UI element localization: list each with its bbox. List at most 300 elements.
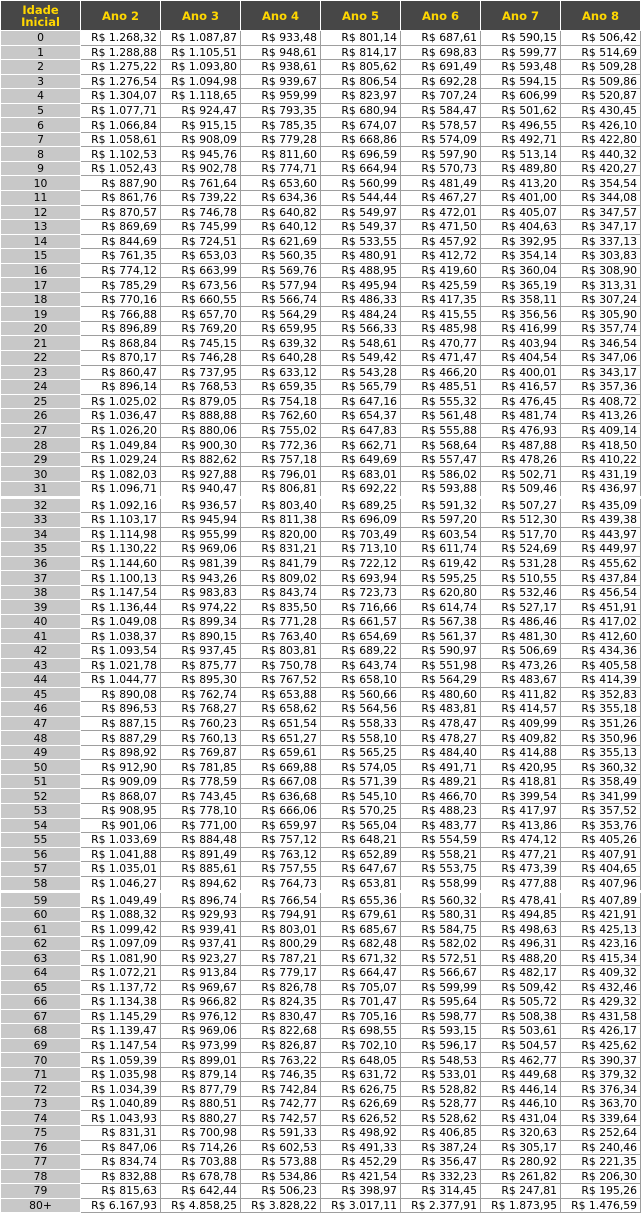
value-cell: R$ 885,61 (161, 862, 241, 877)
value-cell: R$ 337,13 (561, 234, 641, 249)
value-cell: R$ 687,61 (401, 31, 481, 46)
table-row (1, 585, 641, 600)
table-row (1, 643, 641, 658)
value-cell: R$ 1.147,54 (81, 585, 161, 600)
value-cell: R$ 755,02 (241, 423, 321, 438)
table-row (1, 1198, 641, 1213)
value-cell: R$ 760,13 (161, 731, 241, 746)
age-cell: 15 (1, 249, 81, 264)
table-row (1, 1038, 641, 1053)
value-cell: R$ 564,56 (321, 702, 401, 717)
value-cell: R$ 478,26 (481, 452, 561, 467)
value-cell: R$ 936,57 (161, 497, 241, 513)
table-row (1, 1009, 641, 1024)
value-cell: R$ 574,05 (321, 760, 401, 775)
table-row (1, 263, 641, 278)
age-cell: 18 (1, 292, 81, 307)
value-cell: R$ 746,28 (161, 351, 241, 366)
value-cell: R$ 398,97 (321, 1184, 401, 1199)
age-cell: 80+ (1, 1198, 81, 1213)
value-cell: R$ 870,57 (81, 205, 161, 220)
value-cell: R$ 545,10 (321, 789, 401, 804)
age-cell: 78 (1, 1169, 81, 1184)
value-cell: R$ 586,02 (401, 467, 481, 482)
value-cell: R$ 534,86 (241, 1169, 321, 1184)
table-row (1, 513, 641, 528)
value-cell: R$ 574,09 (401, 132, 481, 147)
age-cell: 27 (1, 423, 81, 438)
table-row (1, 321, 641, 336)
value-cell: R$ 880,51 (161, 1096, 241, 1111)
value-cell: R$ 486,46 (481, 614, 561, 629)
age-cell: 64 (1, 966, 81, 981)
value-cell: R$ 743,45 (161, 789, 241, 804)
value-cell: R$ 969,06 (161, 542, 241, 557)
value-cell: R$ 432,46 (561, 980, 641, 995)
value-cell: R$ 593,88 (401, 481, 481, 497)
value-cell: R$ 437,84 (561, 571, 641, 586)
age-cell: 61 (1, 922, 81, 937)
value-cell: R$ 666,06 (241, 803, 321, 818)
value-cell: R$ 417,35 (401, 292, 481, 307)
value-cell: R$ 1.476,59 (561, 1198, 641, 1213)
value-cell: R$ 544,44 (321, 191, 401, 206)
header-ano-6: Ano 6 (401, 1, 481, 31)
value-cell: R$ 496,31 (481, 936, 561, 951)
value-cell: R$ 577,94 (241, 278, 321, 293)
value-cell: R$ 800,29 (241, 936, 321, 951)
value-cell: R$ 423,16 (561, 936, 641, 951)
value-cell: R$ 495,94 (321, 278, 401, 293)
table-row (1, 907, 641, 922)
value-cell: R$ 713,10 (321, 542, 401, 557)
value-cell: R$ 830,47 (241, 1009, 321, 1024)
value-cell: R$ 723,73 (321, 585, 401, 600)
value-cell: R$ 761,35 (81, 249, 161, 264)
value-cell: R$ 887,90 (81, 176, 161, 191)
value-cell: R$ 418,50 (561, 438, 641, 453)
value-cell: R$ 354,14 (481, 249, 561, 264)
value-cell: R$ 405,58 (561, 658, 641, 673)
value-cell: R$ 425,59 (401, 278, 481, 293)
table-row (1, 234, 641, 249)
age-cell: 1 (1, 45, 81, 60)
age-cell: 46 (1, 702, 81, 717)
table-row (1, 249, 641, 264)
table-row (1, 980, 641, 995)
value-cell: R$ 477,88 (481, 876, 561, 892)
value-cell: R$ 1.036,47 (81, 409, 161, 424)
value-cell: R$ 431,04 (481, 1111, 561, 1126)
value-cell: R$ 619,42 (401, 556, 481, 571)
table-row (1, 438, 641, 453)
value-cell: R$ 771,00 (161, 818, 241, 833)
value-cell: R$ 409,14 (561, 423, 641, 438)
value-cell: R$ 449,97 (561, 542, 641, 557)
table-row (1, 220, 641, 235)
value-cell: R$ 307,24 (561, 292, 641, 307)
age-cell: 24 (1, 380, 81, 395)
table-row (1, 1184, 641, 1199)
value-cell: R$ 462,77 (481, 1053, 561, 1068)
value-cell: R$ 517,70 (481, 527, 561, 542)
header-ano-3: Ano 3 (161, 1, 241, 31)
value-cell: R$ 703,88 (161, 1155, 241, 1170)
value-cell: R$ 502,71 (481, 467, 561, 482)
value-cell: R$ 896,74 (161, 892, 241, 908)
value-cell: R$ 599,99 (401, 980, 481, 995)
value-cell: R$ 483,77 (401, 818, 481, 833)
age-cell: 41 (1, 629, 81, 644)
value-cell: R$ 558,99 (401, 876, 481, 892)
value-cell: R$ 561,37 (401, 629, 481, 644)
value-cell: R$ 558,33 (321, 716, 401, 731)
value-cell: R$ 647,16 (321, 394, 401, 409)
value-cell: R$ 762,60 (241, 409, 321, 424)
value-cell: R$ 597,90 (401, 147, 481, 162)
value-cell: R$ 1.118,65 (161, 89, 241, 104)
value-cell: R$ 425,13 (561, 922, 641, 937)
value-cell: R$ 768,27 (161, 702, 241, 717)
value-cell: R$ 933,48 (241, 31, 321, 46)
value-cell: R$ 909,09 (81, 774, 161, 789)
value-cell: R$ 923,27 (161, 951, 241, 966)
value-cell: R$ 822,68 (241, 1024, 321, 1039)
value-cell: R$ 981,39 (161, 556, 241, 571)
value-cell: R$ 1.033,69 (81, 833, 161, 848)
header-ano-8: Ano 8 (561, 1, 641, 31)
age-cell: 72 (1, 1082, 81, 1097)
value-cell: R$ 1.093,54 (81, 643, 161, 658)
table-row (1, 571, 641, 586)
value-cell: R$ 533,55 (321, 234, 401, 249)
age-cell: 53 (1, 803, 81, 818)
table-row (1, 527, 641, 542)
value-cell: R$ 877,79 (161, 1082, 241, 1097)
value-cell: R$ 888,88 (161, 409, 241, 424)
value-cell: R$ 823,97 (321, 89, 401, 104)
value-cell: R$ 412,60 (561, 629, 641, 644)
value-cell: R$ 504,57 (481, 1038, 561, 1053)
value-cell: R$ 471,50 (401, 220, 481, 235)
value-cell: R$ 548,61 (321, 336, 401, 351)
value-cell: R$ 1.137,72 (81, 980, 161, 995)
value-cell: R$ 513,14 (481, 147, 561, 162)
table-row (1, 1126, 641, 1141)
value-cell: R$ 240,46 (561, 1140, 641, 1155)
value-cell: R$ 757,18 (241, 452, 321, 467)
value-cell: R$ 884,48 (161, 833, 241, 848)
value-cell: R$ 421,91 (561, 907, 641, 922)
value-cell: R$ 640,12 (241, 220, 321, 235)
value-cell: R$ 945,76 (161, 147, 241, 162)
age-cell: 19 (1, 307, 81, 322)
age-cell: 34 (1, 527, 81, 542)
age-cell: 31 (1, 481, 81, 497)
value-cell: R$ 1.026,20 (81, 423, 161, 438)
value-cell: R$ 868,84 (81, 336, 161, 351)
value-cell: R$ 419,60 (401, 263, 481, 278)
age-cell: 75 (1, 1126, 81, 1141)
value-cell: R$ 548,53 (401, 1053, 481, 1068)
value-cell: R$ 560,35 (241, 249, 321, 264)
value-cell: R$ 494,85 (481, 907, 561, 922)
value-cell: R$ 913,84 (161, 966, 241, 981)
value-cell: R$ 1.288,88 (81, 45, 161, 60)
value-cell: R$ 614,74 (401, 600, 481, 615)
value-cell: R$ 406,85 (401, 1126, 481, 1141)
value-cell: R$ 682,48 (321, 936, 401, 951)
value-cell: R$ 844,69 (81, 234, 161, 249)
value-cell: R$ 481,49 (401, 176, 481, 191)
value-cell: R$ 343,17 (561, 365, 641, 380)
value-cell: R$ 560,66 (321, 687, 401, 702)
age-cell: 4 (1, 89, 81, 104)
value-cell: R$ 634,36 (241, 191, 321, 206)
age-cell: 30 (1, 467, 81, 482)
table-row (1, 542, 641, 557)
value-cell: R$ 785,29 (81, 278, 161, 293)
value-cell: R$ 570,73 (401, 161, 481, 176)
value-cell: R$ 564,29 (241, 307, 321, 322)
value-cell: R$ 702,10 (321, 1038, 401, 1053)
value-cell: R$ 418,81 (481, 774, 561, 789)
value-cell: R$ 698,83 (401, 45, 481, 60)
value-cell: R$ 590,15 (481, 31, 561, 46)
value-cell: R$ 657,70 (161, 307, 241, 322)
age-cell: 17 (1, 278, 81, 293)
value-cell: R$ 908,95 (81, 803, 161, 818)
value-cell: R$ 793,35 (241, 103, 321, 118)
value-cell: R$ 478,27 (401, 731, 481, 746)
value-cell: R$ 357,36 (561, 380, 641, 395)
age-cell: 5 (1, 103, 81, 118)
value-cell: R$ 527,17 (481, 600, 561, 615)
value-cell: R$ 832,88 (81, 1169, 161, 1184)
age-cell: 52 (1, 789, 81, 804)
value-cell: R$ 477,21 (481, 847, 561, 862)
value-cell: R$ 1.268,32 (81, 31, 161, 46)
value-cell: R$ 565,04 (321, 818, 401, 833)
age-cell: 60 (1, 907, 81, 922)
value-cell: R$ 360,32 (561, 760, 641, 775)
value-cell: R$ 435,09 (561, 497, 641, 513)
value-cell: R$ 481,30 (481, 629, 561, 644)
age-cell: 38 (1, 585, 81, 600)
value-cell: R$ 633,12 (241, 365, 321, 380)
value-cell: R$ 280,92 (481, 1155, 561, 1170)
age-cell: 2 (1, 60, 81, 75)
value-cell: R$ 937,41 (161, 936, 241, 951)
value-cell: R$ 603,54 (401, 527, 481, 542)
age-cell: 68 (1, 1024, 81, 1039)
value-cell: R$ 896,53 (81, 702, 161, 717)
value-cell: R$ 451,91 (561, 600, 641, 615)
value-cell: R$ 354,54 (561, 176, 641, 191)
value-cell: R$ 595,64 (401, 995, 481, 1010)
value-cell: R$ 626,75 (321, 1082, 401, 1097)
age-cell: 76 (1, 1140, 81, 1155)
age-cell: 32 (1, 497, 81, 513)
value-cell: R$ 757,12 (241, 833, 321, 848)
value-cell: R$ 643,74 (321, 658, 401, 673)
value-cell: R$ 591,33 (241, 1126, 321, 1141)
value-cell: R$ 415,55 (401, 307, 481, 322)
value-cell: R$ 420,95 (481, 760, 561, 775)
value-cell: R$ 392,95 (481, 234, 561, 249)
value-cell: R$ 429,32 (561, 995, 641, 1010)
value-cell: R$ 938,61 (241, 60, 321, 75)
value-cell: R$ 861,76 (81, 191, 161, 206)
value-cell: R$ 698,55 (321, 1024, 401, 1039)
value-cell: R$ 332,23 (401, 1169, 481, 1184)
value-cell: R$ 489,21 (401, 774, 481, 789)
value-cell: R$ 415,34 (561, 951, 641, 966)
value-cell: R$ 485,98 (401, 321, 481, 336)
value-cell: R$ 488,95 (321, 263, 401, 278)
value-cell: R$ 658,10 (321, 673, 401, 688)
value-cell: R$ 408,72 (561, 394, 641, 409)
value-cell: R$ 507,27 (481, 497, 561, 513)
value-cell: R$ 929,93 (161, 907, 241, 922)
table-row (1, 818, 641, 833)
value-cell: R$ 724,51 (161, 234, 241, 249)
value-cell: R$ 1.025,02 (81, 394, 161, 409)
value-cell: R$ 431,19 (561, 467, 641, 482)
age-cell: 20 (1, 321, 81, 336)
value-cell: R$ 880,27 (161, 1111, 241, 1126)
value-cell: R$ 653,81 (321, 876, 401, 892)
age-cell: 9 (1, 161, 81, 176)
age-cell: 0 (1, 31, 81, 46)
value-cell: R$ 353,76 (561, 818, 641, 833)
value-cell: R$ 803,01 (241, 922, 321, 937)
value-cell: R$ 401,00 (481, 191, 561, 206)
age-cell: 42 (1, 643, 81, 658)
value-cell: R$ 221,35 (561, 1155, 641, 1170)
table-row (1, 452, 641, 467)
value-cell: R$ 1.130,22 (81, 542, 161, 557)
value-cell: R$ 4.858,25 (161, 1198, 241, 1213)
table-row (1, 292, 641, 307)
value-cell: R$ 652,89 (321, 847, 401, 862)
value-cell: R$ 528,82 (401, 1082, 481, 1097)
value-cell: R$ 714,26 (161, 1140, 241, 1155)
age-cell: 33 (1, 513, 81, 528)
table-row (1, 1111, 641, 1126)
value-cell: R$ 417,02 (561, 614, 641, 629)
value-cell: R$ 669,88 (241, 760, 321, 775)
value-cell: R$ 346,54 (561, 336, 641, 351)
value-cell: R$ 356,47 (401, 1155, 481, 1170)
value-cell: R$ 768,53 (161, 380, 241, 395)
value-cell: R$ 355,18 (561, 702, 641, 717)
value-cell: R$ 806,54 (321, 74, 401, 89)
age-cell: 58 (1, 876, 81, 892)
value-cell: R$ 430,45 (561, 103, 641, 118)
table-row (1, 966, 641, 981)
header-row (1, 1, 641, 31)
value-cell: R$ 774,71 (241, 161, 321, 176)
value-cell: R$ 824,35 (241, 995, 321, 1010)
value-cell: R$ 908,09 (161, 132, 241, 147)
table-row (1, 731, 641, 746)
value-cell: R$ 689,25 (321, 497, 401, 513)
value-cell: R$ 549,42 (321, 351, 401, 366)
value-cell: R$ 781,85 (161, 760, 241, 775)
value-cell: R$ 1.040,89 (81, 1096, 161, 1111)
age-cell: 67 (1, 1009, 81, 1024)
value-cell: R$ 473,39 (481, 862, 561, 877)
value-cell: R$ 591,32 (401, 497, 481, 513)
value-cell: R$ 1.275,22 (81, 60, 161, 75)
value-cell: R$ 553,75 (401, 862, 481, 877)
value-cell: R$ 417,97 (481, 803, 561, 818)
value-cell: R$ 584,75 (401, 922, 481, 937)
value-cell: R$ 887,29 (81, 731, 161, 746)
value-cell: R$ 785,35 (241, 118, 321, 133)
value-cell: R$ 1.144,60 (81, 556, 161, 571)
value-cell: R$ 480,60 (401, 687, 481, 702)
value-cell: R$ 1.043,93 (81, 1111, 161, 1126)
table-row (1, 176, 641, 191)
value-cell: R$ 772,36 (241, 438, 321, 453)
value-cell: R$ 407,89 (561, 892, 641, 908)
value-cell: R$ 420,27 (561, 161, 641, 176)
value-cell: R$ 974,22 (161, 600, 241, 615)
value-cell: R$ 927,88 (161, 467, 241, 482)
value-cell: R$ 894,62 (161, 876, 241, 892)
value-cell: R$ 1.276,54 (81, 74, 161, 89)
value-cell: R$ 501,62 (481, 103, 561, 118)
value-cell: R$ 528,77 (401, 1096, 481, 1111)
value-cell: R$ 779,17 (241, 966, 321, 981)
value-cell: R$ 966,82 (161, 995, 241, 1010)
value-cell: R$ 590,97 (401, 643, 481, 658)
value-cell: R$ 1.049,08 (81, 614, 161, 629)
table-row (1, 556, 641, 571)
value-cell: R$ 937,45 (161, 643, 241, 658)
value-cell: R$ 400,01 (481, 365, 561, 380)
value-cell: R$ 584,47 (401, 103, 481, 118)
value-cell: R$ 707,24 (401, 89, 481, 104)
table-row (1, 951, 641, 966)
value-cell: R$ 455,62 (561, 556, 641, 571)
value-cell: R$ 879,05 (161, 394, 241, 409)
value-cell: R$ 969,67 (161, 980, 241, 995)
value-cell: R$ 252,64 (561, 1126, 641, 1141)
value-cell: R$ 700,98 (161, 1126, 241, 1141)
value-cell: R$ 671,32 (321, 951, 401, 966)
value-cell: R$ 973,99 (161, 1038, 241, 1053)
value-cell: R$ 593,48 (481, 60, 561, 75)
value-cell: R$ 667,08 (241, 774, 321, 789)
value-cell: R$ 407,96 (561, 876, 641, 892)
value-cell: R$ 436,97 (561, 481, 641, 497)
value-cell: R$ 508,38 (481, 1009, 561, 1024)
value-cell: R$ 594,15 (481, 74, 561, 89)
value-cell: R$ 1.029,24 (81, 452, 161, 467)
value-cell: R$ 945,94 (161, 513, 241, 528)
value-cell: R$ 488,23 (401, 803, 481, 818)
age-cell: 37 (1, 571, 81, 586)
value-cell: R$ 757,55 (241, 862, 321, 877)
table-row (1, 409, 641, 424)
value-cell: R$ 313,31 (561, 278, 641, 293)
value-cell: R$ 778,10 (161, 803, 241, 818)
value-cell: R$ 648,21 (321, 833, 401, 848)
value-cell: R$ 899,34 (161, 614, 241, 629)
